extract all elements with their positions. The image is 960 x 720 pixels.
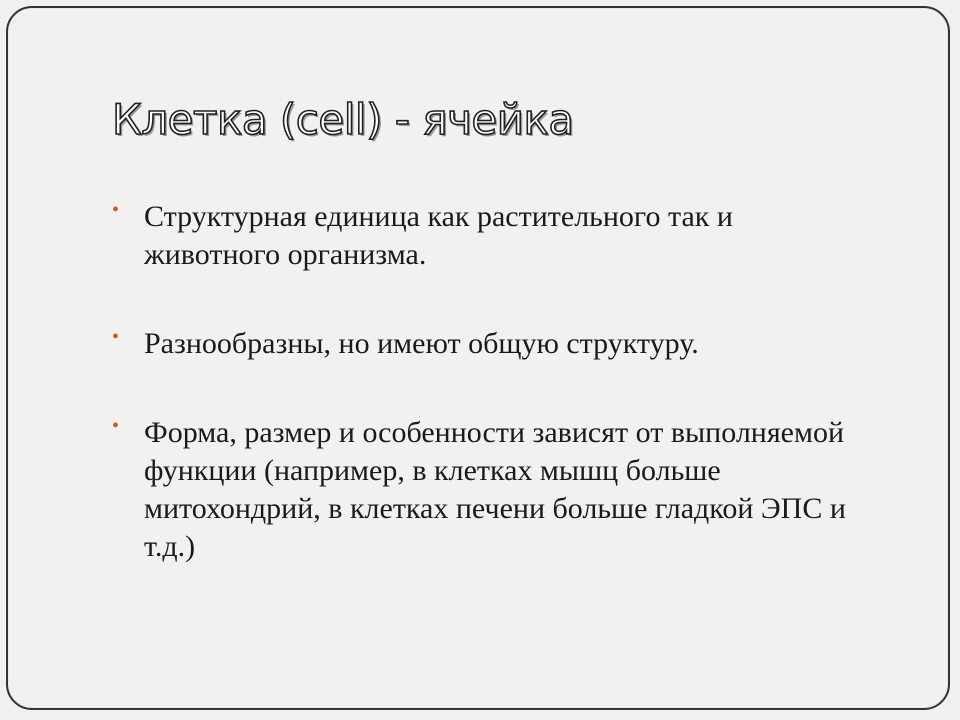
bullet-dot-icon: • [112,199,120,221]
bullet-dot-icon: • [112,326,120,348]
bullet-item [112,414,872,566]
slide-frame [6,6,950,710]
bullet-text: Структурная единица как растительного так и животного организма. [144,200,733,271]
bullet-item [112,325,872,363]
slide-title: Клетка (cell) - ячейка [112,95,574,144]
bullet-text: Разнообразны, но имеют общую структуру. [144,327,699,360]
bullet-dot-icon: • [112,415,120,437]
bullet-item [112,198,872,274]
bullet-list [112,198,872,566]
bullet-text: Форма, размер и особенности зависят от выполняемой функции (например, в клетках мышц больше митохондрий, в клетках печени больше гладкой ЭПС и т.д.) [144,416,846,563]
